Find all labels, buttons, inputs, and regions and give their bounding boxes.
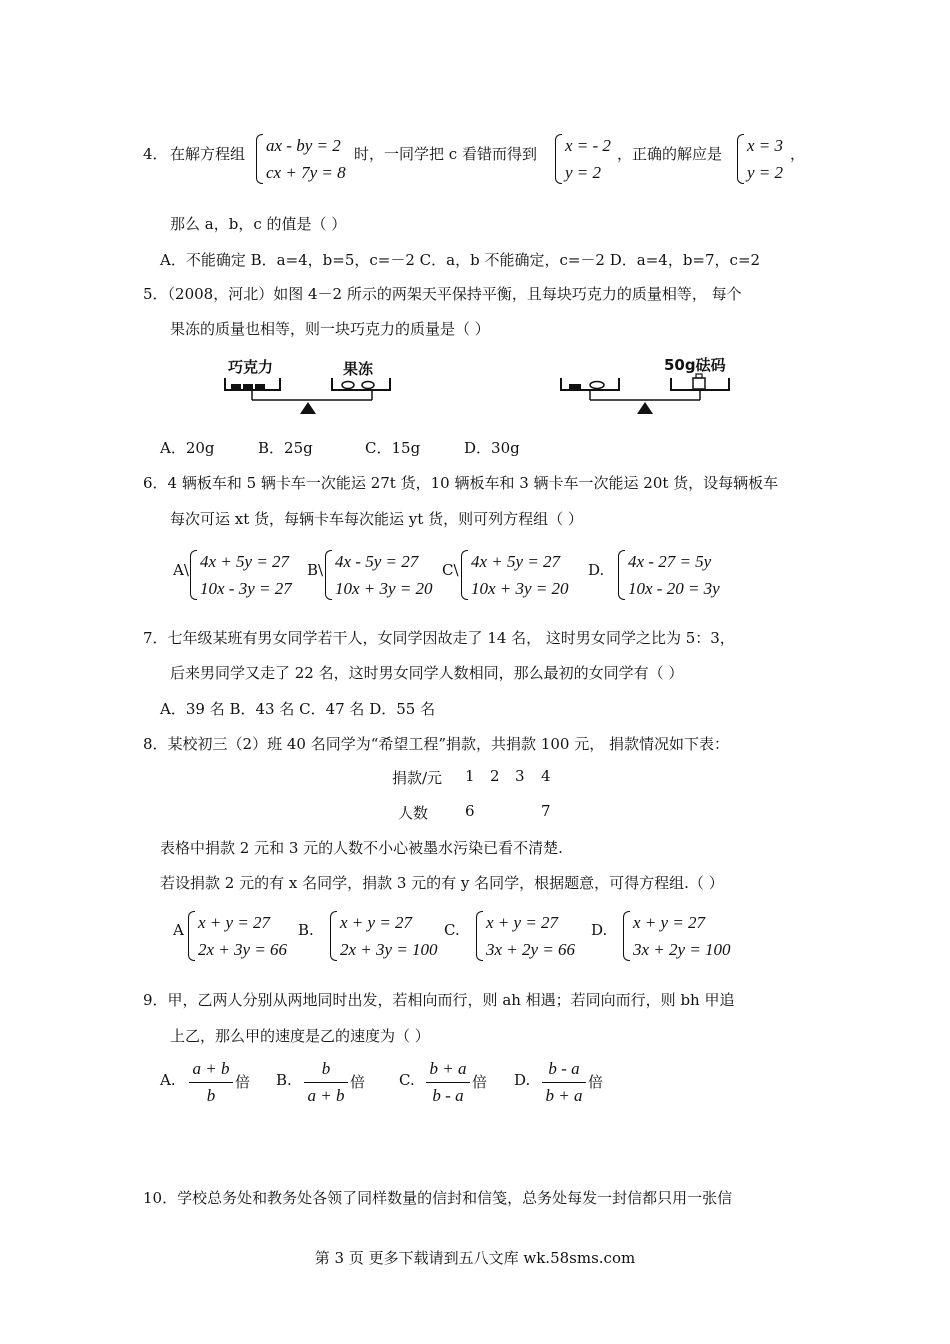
q6-option-a-system: 4x + 5y = 27 10x - 3y = 27: [190, 548, 292, 602]
q8-option-d-label: D.: [591, 921, 608, 939]
q9-option-b-label: B.: [276, 1071, 292, 1089]
q8-table-row-label: 人数: [398, 804, 429, 822]
q8-table-header-label: 捐款/元: [392, 769, 443, 787]
q8-option-c-system: x + y = 27 3x + 2y = 66: [476, 909, 575, 963]
q9-line1: 9．甲，乙两人分别从两地同时出发，若相向而行，则 ah 相遇；若同向而行，则 bh 甲追: [143, 991, 735, 1009]
q8-line2: 表格中捐款 2 元和 3 元的人数不小心被墨水污染已看不清楚.: [160, 839, 563, 857]
q4-middle-2: ，正确的解应是: [617, 145, 723, 163]
q7-options: A．39 名 B．43 名 C．47 名 D．55 名: [160, 700, 436, 718]
q6-option-d-label: D.: [588, 561, 605, 579]
q9-option-c-fraction: $\frac{b + a}{b - a}$: [426, 1058, 470, 1107]
q6-option-c-label: C\: [442, 561, 459, 579]
q8-table-cell: 2: [490, 767, 500, 785]
q4-line2: 那么 a，b，c 的值是（ ）: [170, 215, 347, 233]
q9-option-b-fraction: $\frac{b}{a + b}$: [304, 1058, 348, 1107]
q5-option-c: C．15g: [365, 439, 421, 457]
weight-label: 50g砝码: [664, 356, 726, 374]
q8-option-a-label: A: [173, 921, 184, 939]
q6-line2: 每次可运 xt 货，每辆卡车每次能运 yt 货，则可列方程组（ ）: [170, 510, 583, 528]
q7-line2: 后来男同学又走了 22 名，这时男女同学人数相同，那么最初的女同学有（ ）: [170, 664, 684, 682]
q9-option-d-unit: 倍: [588, 1073, 604, 1091]
q4-system-2: x = - 2 y = 2: [555, 132, 611, 186]
q8-table-cell: 7: [541, 802, 551, 820]
q5-line2: 果冻的质量也相等，则一块巧克力的质量是（ ）: [170, 320, 490, 338]
q9-option-d-fraction: $\frac{b - a}{b + a}$: [542, 1058, 586, 1107]
q6-option-b-system: 4x - 5y = 27 10x + 3y = 20: [325, 548, 433, 602]
q8-line1: 8．某校初三（2）班 40 名同学为“希望工程”捐款，共捐款 100 元， 捐款情况如下表：: [143, 735, 729, 753]
q8-table-cell: 6: [465, 802, 475, 820]
q8-option-b-label: B.: [298, 921, 314, 939]
q9-option-a-fraction: $\frac{a + b}{b}$: [189, 1058, 233, 1107]
q8-option-b-system: x + y = 27 2x + 3y = 100: [330, 909, 438, 963]
q8-option-c-label: C.: [444, 921, 460, 939]
q8-table-cell: 4: [541, 767, 551, 785]
chocolate-label: 巧克力: [228, 358, 274, 376]
q9-option-c-unit: 倍: [472, 1073, 488, 1091]
q8-line3: 若设捐款 2 元的有 x 名同学，捐款 3 元的有 y 名同学，根据题意，可得方程组.（ ）: [160, 874, 724, 892]
q4-prefix: 在解方程组: [170, 145, 246, 163]
q4-middle: 时，一同学把 c 看错而得到: [354, 145, 537, 163]
q9-option-c-label: C.: [399, 1071, 415, 1089]
q8-option-d-system: x + y = 27 3x + 2y = 100: [623, 909, 731, 963]
q5-option-d: D．30g: [464, 439, 520, 457]
q6-line1: 6．4 辆板车和 5 辆卡车一次能运 27t 货，10 辆板车和 3 辆卡车一次能运 20t 货，设每辆板车: [143, 474, 779, 492]
page-footer: 第 3 页 更多下载请到五八文库 wk.58sms.com: [314, 1249, 636, 1267]
q7-line1: 7．七年级某班有男女同学若干人，女同学因故走了 14 名， 这时男女同学之比为 5：3，: [143, 629, 735, 647]
q4-system-1: ax - by = 2 cx + 7y = 8: [256, 132, 346, 186]
q8-table-cell: 1: [465, 767, 475, 785]
q6-option-d-system: 4x - 27 = 5y 10x - 20 = 3y: [618, 548, 720, 602]
q10-line1: 10．学校总务处和教务处各领了同样数量的信封和信笺，总务处每发一封信都只用一张信: [143, 1189, 733, 1207]
q5-option-b: B．25g: [258, 439, 313, 457]
q8-option-a-system: x + y = 27 2x + 3y = 66: [188, 909, 287, 963]
q6-option-b-label: B\: [307, 561, 324, 579]
q9-option-a-label: A.: [160, 1071, 176, 1089]
jelly-label: 果冻: [343, 360, 374, 378]
q9-line2: 上乙，那么甲的速度是乙的速度为（ ）: [170, 1027, 430, 1045]
q4-tail: ，: [790, 145, 806, 163]
q6-option-a-label: A\: [173, 561, 189, 579]
q6-option-c-system: 4x + 5y = 27 10x + 3y = 20: [461, 548, 569, 602]
q4-system-3: x = 3 y = 2: [737, 132, 783, 186]
q4-options: A．不能确定 B．a=4，b=5，c=－2 C．a，b 不能确定，c=－2 D．a=4，b=7，c=2: [160, 251, 761, 269]
q9-option-a-unit: 倍: [235, 1073, 251, 1091]
q5-option-a: A．20g: [160, 439, 215, 457]
q4-number: 4．: [143, 145, 168, 163]
q9-option-d-label: D.: [514, 1071, 531, 1089]
q5-line1: 5．（2008，河北）如图 4－2 所示的两架天平保持平衡，且每块巧克力的质量相等， 每个: [143, 285, 742, 303]
q8-table-cell: 3: [515, 767, 525, 785]
q9-option-b-unit: 倍: [350, 1073, 366, 1091]
